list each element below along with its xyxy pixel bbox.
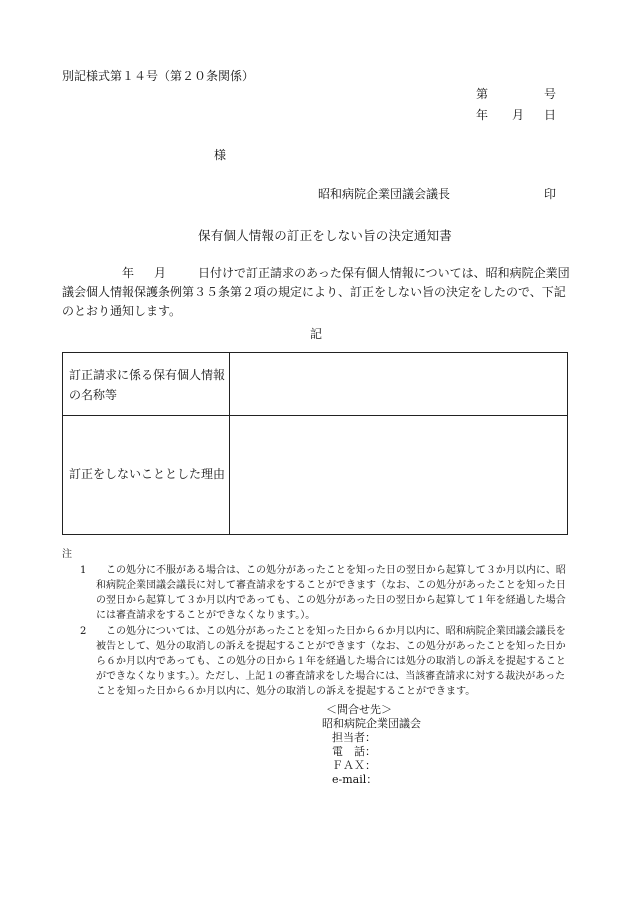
- body-month: 月: [154, 266, 167, 280]
- form-number: 別記様式第１４号（第２０条関係）: [62, 69, 255, 83]
- row2-label: 訂正をしないこととした理由: [69, 467, 226, 481]
- issuer-name: 昭和病院企業団議会議長: [318, 187, 451, 201]
- contact-organization: 昭和病院企業団議会: [322, 717, 421, 730]
- notes-list: [62, 563, 572, 700]
- ki-heading: 記: [310, 327, 323, 341]
- contact-person: 担当者：: [332, 731, 376, 744]
- note-text: この処分については、この処分があったことを知った日から６か月以内に、昭和病院企業団議会議長を被告として、処分の取消しの訴えを提起することができます（なお、この処分があったことを知った日から６か月以内であっても、この処分の日から１年を経過した場合には処分の取消しの訴えを提起することができなくなります。）。ただし、上記１の審査請求をした場合には、当該審査請求に対する裁決があったことを知った日から６か月以内に、処分の取消しの訴えを提起することができます。: [96, 626, 566, 697]
- row1-label: 訂正請求に係る保有個人情報の名称等: [69, 368, 226, 402]
- contact-block: [322, 703, 421, 787]
- contact-email: e-mail：: [332, 773, 378, 786]
- contact-heading: ＜問合せ先＞: [326, 703, 392, 716]
- document-title: 保有個人情報の訂正をしない旨の決定通知書: [198, 228, 453, 243]
- note-number: 2: [80, 626, 87, 637]
- doc-number-prefix: 第: [476, 87, 489, 101]
- note-text: この処分に不服がある場合は、この処分があったことを知った日の翌日から起算して３か月以内に、昭和病院企業団議会議長に対して審査請求をすることができます（なお、この処分があったことを知った日の翌日から起算して３か月以内であっても、この処分があった日の翌日から起算して１年を経過した場合には審査請求をすることができなくなります。）。: [96, 565, 566, 621]
- note-item: [62, 563, 572, 623]
- note-number: 1: [80, 565, 87, 576]
- notes-heading: 注: [62, 549, 72, 560]
- date-year: 年: [476, 108, 489, 122]
- contact-phone: 電 話：: [332, 745, 376, 758]
- date-month: 月: [512, 108, 525, 122]
- details-table: [62, 352, 568, 535]
- addressee-suffix: 様: [214, 148, 227, 162]
- body-paragraph: [62, 264, 570, 321]
- body-text: 日付けで訂正請求のあった保有個人情報については、昭和病院企業団議会個人情報保護条例第３５条第２項の規定により、訂正をしない旨の決定をしたので、下記のとおり通知します。: [62, 266, 570, 318]
- seal-mark: 印: [544, 187, 557, 201]
- table-divider-horizontal: [63, 415, 567, 416]
- body-year: 年: [122, 266, 135, 280]
- note-item: [62, 624, 572, 699]
- doc-number-suffix: 号: [544, 87, 557, 101]
- contact-fax: ＦＡＸ：: [332, 759, 376, 772]
- table-divider-vertical: [229, 353, 230, 534]
- date-day: 日: [544, 108, 557, 122]
